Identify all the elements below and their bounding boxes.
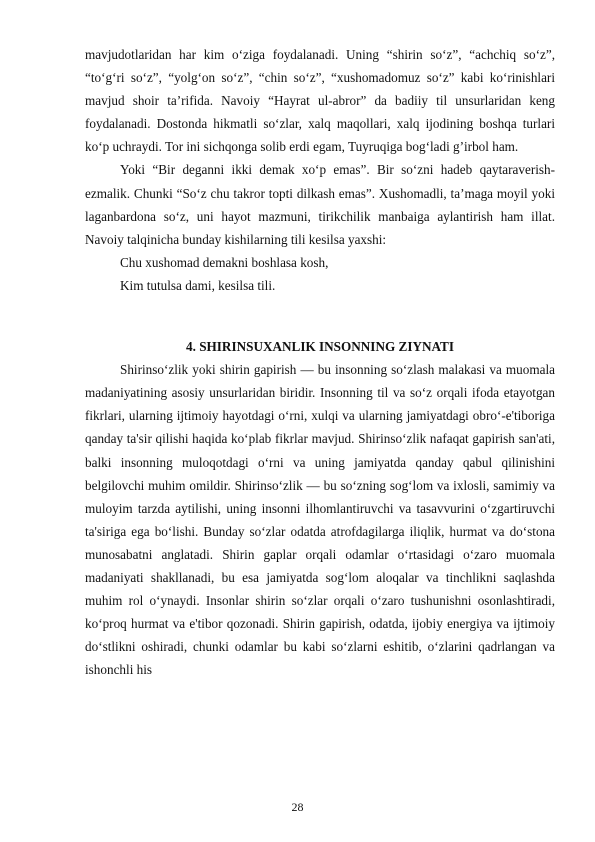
document-page xyxy=(85,43,555,681)
page-number: 28 xyxy=(291,800,304,814)
section-heading: 4. SHIRINSUXANLIK INSONNING ZIYNATI xyxy=(186,339,454,355)
verse-line-2: Kim tutulsa dami, kesilsa tili. xyxy=(120,277,276,293)
verse-line-1: Chu xushomad demakni boshlasa kosh, xyxy=(120,254,329,270)
paragraph-sweet-speech: Shirinso‘zlik yoki shirin gapirish — bu insonning so‘zlash malakasi va muomala madaniyatining asosiy unsurlaridan biridir. Insonning til va so‘z orqali ifoda etayotgan fikrlari, ularning ijtimoiy hayotdagi o‘rni, xulqi va ularning jamiyatdagi obro‘-e'tiboriga qanday ta'sir qilishi haqida ko‘plab fikrlar mavjud. Shirinso‘zlik nafaqat gapirish san'ati, balki insonning muloqotdagi o‘rni va uning jamiyatda qanday qabul qilinishini belgilovchi muhim omildir. Shirinso‘zlik — bu so‘zning sog‘lom va ixlosli, samimiy va muloyim tarzda aytilishi, uning insonni ilhomlantiruvchi va tasavvurini o‘zgartiruvchi ta'siriga ega bo‘lishi. Bunday so‘zlar odatda atrofdagilarga iliqlik, hurmat va do‘stona munosabatni anglatadi. Shirin gaplar orqali odamlar o‘rtasidagi o‘zaro muomala madaniyati shakllanadi, bu esa jamiyatda sog‘lom aloqalar va tinchlikni saqlashda muhim rol o‘ynaydi. Insonlar shirin so‘zlar orqali o‘zaro tushunishni osonlashtiradi, ko‘proq hurmat va e'tibor qozonadi. Shirin gapirish, odatda, ijobiy energiya va ijtimoiy do‘stlikni oshiradi, chunki odamlar bu kabi so‘zlarni eshitib, o‘zlarini qadrlangan va ishonchli his xyxy=(85,362,555,678)
paragraph-repetition-flattery: Yoki “Bir deganni ikki demak xo‘p emas”. Bir so‘zni hadeb qaytaraverish-ezmalik. Chunki “So‘z chu takror topti dilkash emas”. Xushomadli, ta’maga moyil yoki laganbardona so‘z, uni hayot mazmuni, tirikchilik manbaiga aylantirish ham illat. Navoiy talqinicha bunday kishilarning tili kesilsa yaxshi: xyxy=(85,162,555,247)
paragraph-navoiy-speech-types: mavjudotlaridan har kim o‘ziga foydalanadi. Uning “shirin so‘z”, “achchiq so‘z”, “to‘g‘ri so‘z”, “yolg‘on so‘z”, “chin so‘z”, “xushomadomuz so‘z” kabi ko‘rinishlari mavjud shoir ta’rifida. Navoiy “Hayrat ul-abror” da badiiy til unsurlaridan keng foydalanadi. Dostonda hikmatli so‘zlar, xalq maqollari, xalq ijodining boshqa turlari ko‘p uchraydi. Tor ini sichqonga solib erdi egam, Tuyruqiga bog‘ladi g’irbol ham. xyxy=(85,47,555,155)
